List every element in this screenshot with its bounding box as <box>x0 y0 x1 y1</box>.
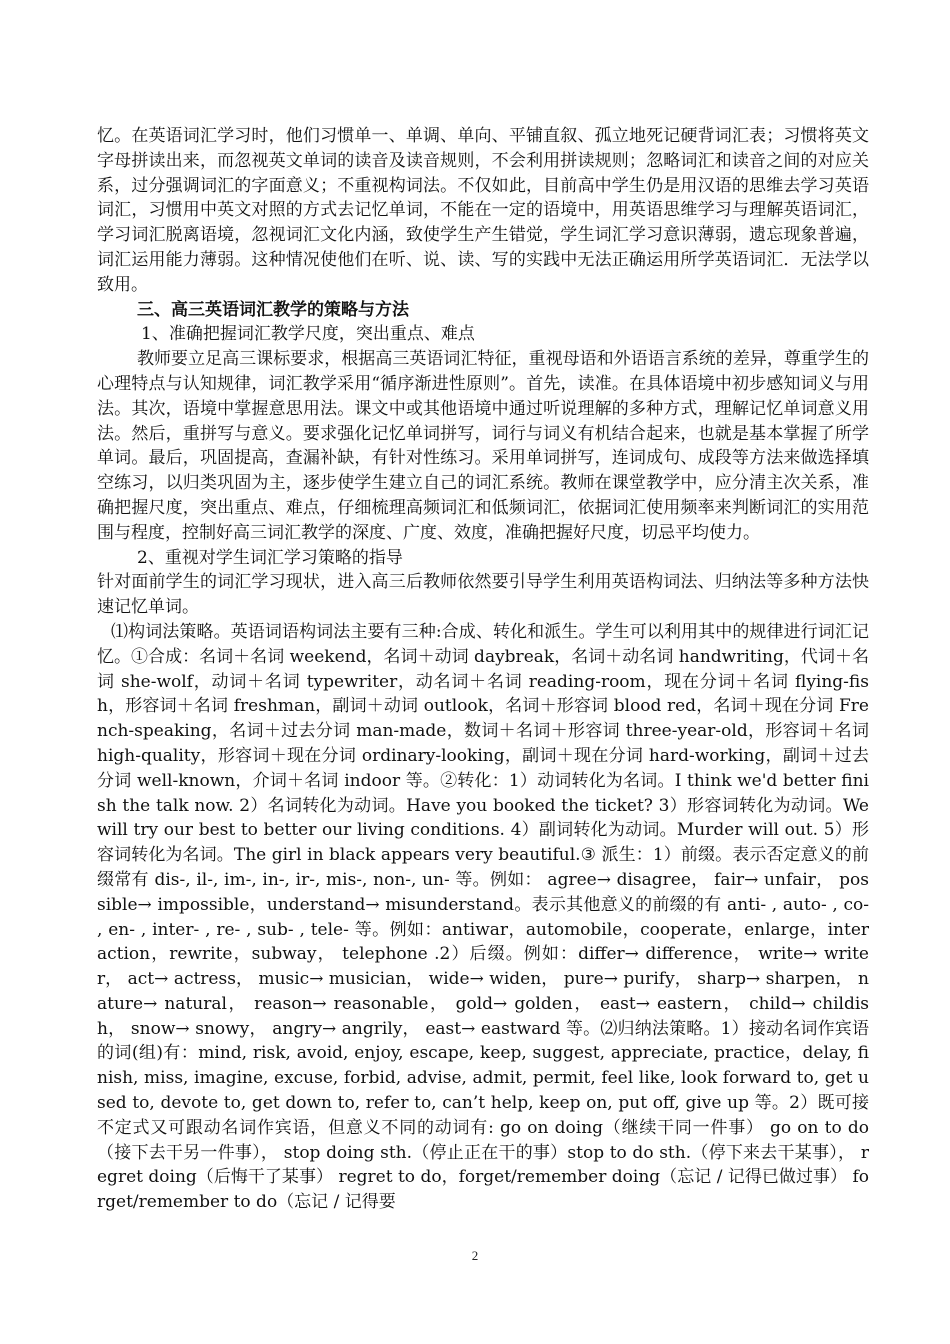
paragraph-intro: 忆。在英语词汇学习时，他们习惯单一、单调、单向、平铺直叙、孤立地死记硬背词汇表；习惯将英文字母拼读出来，而忽视英文单词的读音及读音规则，不会利用拼读规则；忽略词汇和读音之间的对应关系，过分强调词汇的字面意义；不重视构词法。不仅如此，目前高中学生仍是用汉语的思维去学习英语词汇，习惯用中英文对照的方式去记忆单词，不能在一定的语境中，用英语思维学习与理解英语词汇，学习词汇脱离语境，忽视词汇文化内涵，致使学生产生错觉，学生词汇学习意识薄弱，遗忘现象普遍，词汇运用能力薄弱。这种情况使他们在听、说、读、写的实践中无法正确运用所学英语词汇．无法学以致用。 <box>97 126 869 295</box>
page-number: 2 <box>471 1248 479 1263</box>
subheading-2: 2、重视对学生词汇学习策略的指导 <box>137 547 403 568</box>
subheading-1: 1、准确把握词汇教学尺度，突出重点、难点 <box>141 324 475 345</box>
paragraph-teaching-scale: 教师要立足高三课标要求，根据高三英语词汇特征，重视母语和外语语言系统的差异，尊重学生的心理特点与认知规律，词汇教学采用“循序渐进性原则”。首先，读准。在具体语境中初步感知词义与用法。其次，语境中掌握意思用法。课文中或其他语境中通过听说理解的多种方式，理解记忆单词意义用法。然后，重拼写与意义。要求强化记忆单词拼写，词行与词义有机结合起来，也就是基本掌握了所学单词。最后，巩固提高，查漏补缺，有针对性练习。采用单词拼写，连词成句、成段等方法来做选择填空练习，以归类巩固为主，逐步使学生建立自己的词汇系统。教师在课堂教学中，应分清主次关系，准确把握尺度，突出重点、难点，仔细梳理高频词汇和低频词汇，依据词汇使用频率来判断词汇的实用范围与程度，控制好高三词汇教学的深度、广度、效度，准确把握好尺度，切忌平均使力。 <box>97 349 869 543</box>
section-heading: 三、高三英语词汇教学的策略与方法 <box>137 299 409 320</box>
document-body <box>97 124 869 1215</box>
paragraph-strategy-intro: 针对面前学生的词汇学习现状，进入高三后教师依然要引导学生利用英语构词法、归纳法等多种方法快速记忆单词。 <box>97 572 869 618</box>
paragraph-word-formation: ⑴构词法策略。英语词语构词法主要有三种:合成、转化和派生。学生可以利用其中的规律进行词汇记忆。①合成：名词＋名词 weekend，名词＋动词 daybreak，名词＋动名词 handwriting，代词＋名词 she-wolf，动词＋名词 typewriter，动名词＋名词 reading-room，现在分词＋名词 flying-fish，形容词＋名词 freshman，副词＋动词 outlook，名词＋形容词 blood red，名词＋现在分词 French-speaking，名词＋过去分词 man-made，数词＋名词＋形容词 three-year-old，形容词＋名词 high-quality，形容词＋现在分词 ordinary-looking，副词＋现在分词 hard-working，副词＋过去分词 well-known，介词＋名词 indoor 等。②转化：1）动词转化为名词。I think we'd better finish the talk now. 2）名词转化为动词。Have you booked the ticket? 3）形容词转化为动词。We will try our best to better our living conditions. 4）副词转化为动词。Murder will out. 5）形容词转化为名词。The girl in black appears very beautiful.③ 派生：1）前缀。表示否定意义的前缀常有 dis-, il-, im-, in-, ir-, mis-, non-, un- 等。例如： agree→ disagree， fair→ unfair， possible→ impossible，understand→ misunderstand。表示其他意义的前缀的有 anti- , auto- , co- , en- , inter- , re- , sub- , tele- 等。例如：antiwar，automobile，cooperate，enlarge，interaction，rewrite，subway， telephone .2）后缀。例如：differ→ difference， write→ writer， act→ actress， music→ musician， wide→ widen， pure→ purify， sharp→ sharpen， nature→ natural， reason→ reasonable， gold→ golden， east→ eastern， child→ childish， snow→ snowy， angry→ angrily， east→ eastward 等。⑵归纳法策略。1）接动名词作宾语的词(组)有：mind, risk, avoid, enjoy, escape, keep, suggest, appreciate, practice，delay, finish, miss, imagine, excuse, forbid, advise, admit, permit, feel like, look forward to, get used to, devote to, get down to, refer to, can’t help, keep on, put off, give up 等。2）既可接不定式又可跟动名词作宾语，但意义不同的动词有: go on doing（继续干同一件事） go on to do（接下去干另一件事）， stop doing sth.（停止正在干的事）stop to do sth.（停下来去干某事）， regret doing（后悔干了某事） regret to do，forget/remember doing（忘记 / 记得已做过事） forget/remember to do（忘记 / 记得要 <box>97 621 870 1213</box>
